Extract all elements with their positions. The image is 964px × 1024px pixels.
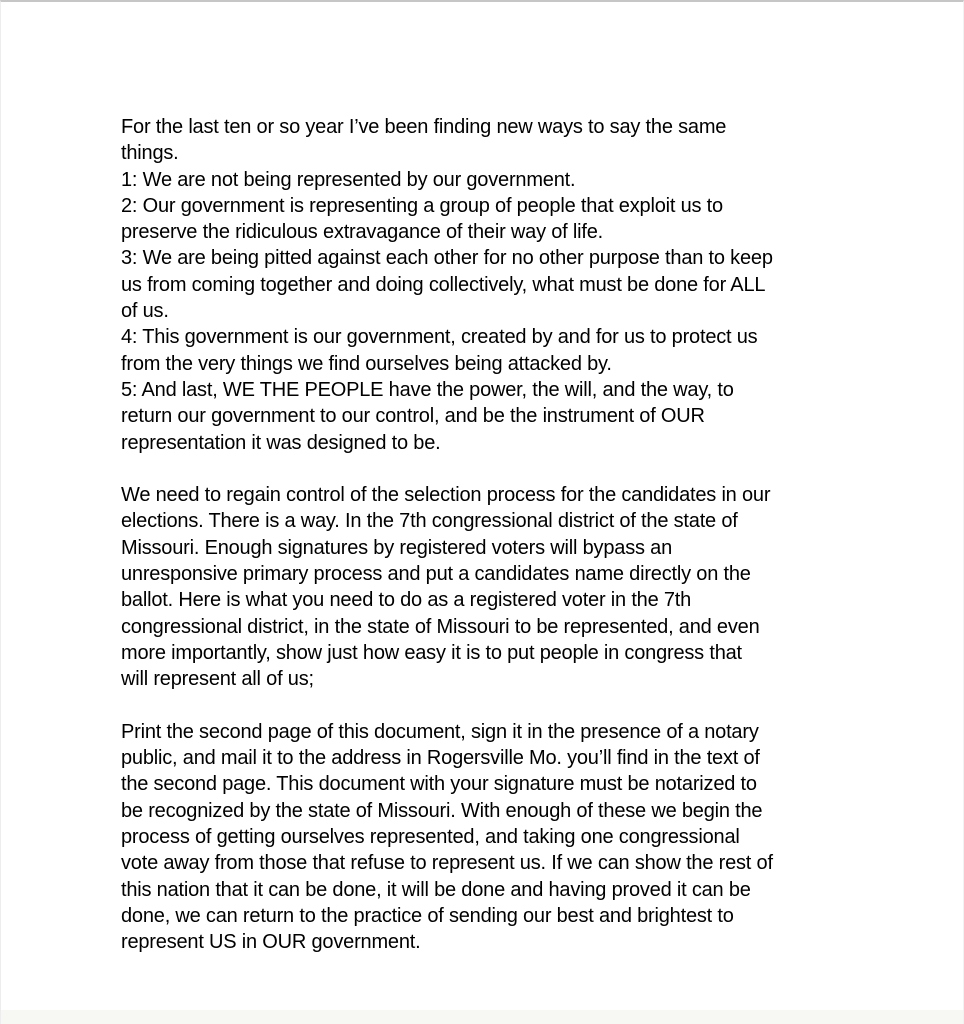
text-line: from the very things we find ourselves being attacked by. <box>121 352 612 375</box>
paragraph <box>121 482 881 692</box>
document-body <box>121 114 881 956</box>
text-line: 5: And last, WE THE PEOPLE have the power, the will, and the way, to <box>121 378 734 401</box>
text-line: For the last ten or so year I’ve been finding new ways to say the same <box>121 116 727 138</box>
text-line: Missouri. Enough signatures by registered voters will bypass an <box>121 536 673 559</box>
text-line: unresponsive primary process and put a candidates name directly on the <box>121 563 751 586</box>
text-line: return our government to our control, and be the instrument of OUR <box>121 405 705 428</box>
text-line: of us. <box>121 300 169 323</box>
paragraph <box>121 719 881 956</box>
text-line: will represent all of us; <box>121 668 314 691</box>
text-line: done, we can return to the practice of sending our best and brightest to <box>121 904 734 927</box>
text-line: public, and mail it to the address in Rogersville Mo. you’ll find in the text of <box>121 747 760 770</box>
text-line: Print the second page of this document, sign it in the presence of a notary <box>121 720 759 743</box>
text-line: preserve the ridiculous extravagance of their way of life. <box>121 221 603 244</box>
text-line: congressional district, in the state of Missouri to be represented, and even <box>121 615 760 638</box>
text-line: more importantly, show just how easy it is to put people in congress that <box>121 641 742 664</box>
page-bottom-edge <box>1 1010 963 1024</box>
text-line: 2: Our government is representing a group of people that exploit us to <box>121 194 723 217</box>
text-line: representation it was designed to be. <box>121 431 441 454</box>
text-line: things. <box>121 142 179 165</box>
text-line: 1: We are not being represented by our government. <box>121 168 576 191</box>
text-line: represent US in OUR government. <box>121 931 421 954</box>
text-line: 3: We are being pitted against each other for no other purpose than to keep <box>121 247 773 270</box>
text-line: 4: This government is our government, created by and for us to protect us <box>121 326 758 349</box>
text-line: elections. There is a way. In the 7th congressional district of the state of <box>121 510 738 533</box>
text-line: ballot. Here is what you need to do as a registered voter in the 7th <box>121 589 692 612</box>
text-line: us from coming together and doing collectively, what must be done for ALL <box>121 273 766 296</box>
text-line: the second page. This document with your signature must be notarized to <box>121 773 757 796</box>
paragraph <box>121 114 881 456</box>
text-line: process of getting ourselves represented, and taking one congressional <box>121 826 740 849</box>
text-line: this nation that it can be done, it will be done and having proved it can be <box>121 878 751 901</box>
text-line: vote away from those that refuse to represent us. If we can show the rest of <box>121 852 773 875</box>
text-line: be recognized by the state of Missouri. With enough of these we begin the <box>121 799 763 822</box>
text-line: We need to regain control of the selection process for the candidates in our <box>121 484 771 507</box>
